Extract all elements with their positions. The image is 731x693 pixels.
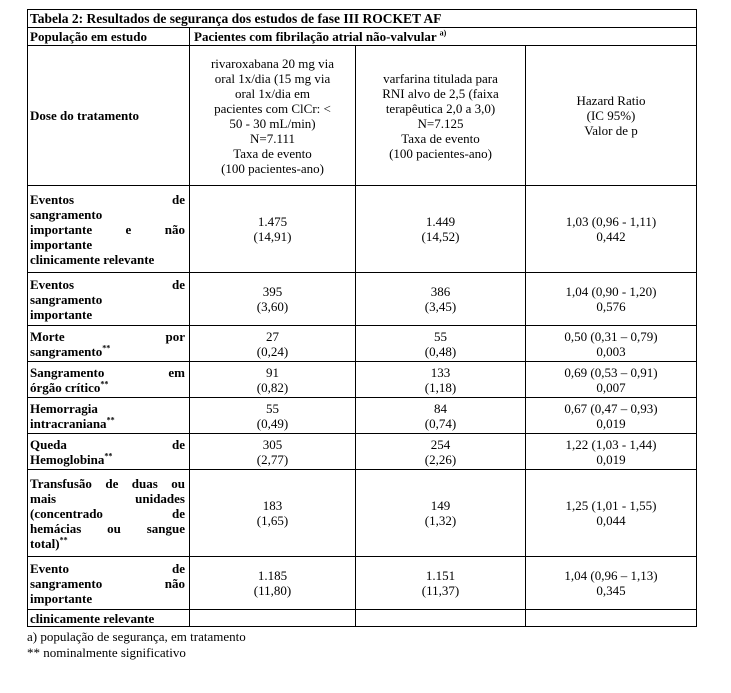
row-label-text: Eventos de bbox=[30, 191, 185, 207]
rivaroxaban-value: (1,65) bbox=[256, 513, 289, 528]
empty-cell bbox=[190, 610, 356, 627]
warfarin-header bbox=[356, 46, 526, 186]
hazard-ratio-value: 0,442 bbox=[596, 229, 626, 244]
hazard-ratio-header bbox=[526, 46, 697, 186]
rivaroxaban-header-line: (100 pacientes-ano) bbox=[221, 160, 324, 176]
row-label-line bbox=[30, 401, 185, 416]
row-label-line bbox=[30, 506, 185, 521]
empty-cell bbox=[356, 610, 526, 627]
hazard-ratio-value-cell bbox=[526, 186, 697, 273]
rivaroxaban-value: 1.475 bbox=[257, 214, 288, 229]
hazard-ratio-value: 0,69 (0,53 – 0,91) bbox=[564, 364, 658, 380]
warfarin-header-line: (100 pacientes-ano) bbox=[389, 145, 492, 161]
table-row bbox=[28, 362, 697, 398]
hazard-ratio-value: 0,345 bbox=[596, 583, 626, 598]
empty-cell bbox=[526, 610, 697, 627]
row-label-line bbox=[30, 476, 185, 491]
rivaroxaban-value: 55 bbox=[266, 400, 279, 416]
row-label-line bbox=[30, 536, 185, 551]
hazard-ratio-value-cell bbox=[526, 398, 697, 434]
row-label bbox=[28, 470, 190, 557]
significance-mark: ** bbox=[100, 379, 109, 389]
hazard-ratio-value: 1,04 (0,96 – 1,13) bbox=[564, 568, 658, 583]
rivaroxaban-value-cell bbox=[190, 470, 356, 557]
dose-label: Dose do tratamento bbox=[28, 46, 190, 186]
warfarin-header-line: varfarina titulada para bbox=[383, 70, 498, 86]
row-label-line bbox=[30, 380, 185, 395]
warfarin-value: 149 bbox=[430, 498, 451, 513]
rivaroxaban-header-line: Taxa de evento bbox=[233, 145, 312, 161]
row-label-line bbox=[30, 576, 185, 591]
rivaroxaban-value: (0,24) bbox=[256, 343, 289, 359]
warfarin-value-cell bbox=[356, 434, 526, 470]
hazard-ratio-value-cell bbox=[526, 557, 697, 610]
dose-row bbox=[28, 46, 697, 186]
row-label-line bbox=[30, 416, 185, 431]
rivaroxaban-header-line: oral 1x/dia (15 mg via bbox=[214, 70, 331, 86]
row-label-line bbox=[30, 292, 185, 307]
row-label-text: hemácias ou sangue bbox=[30, 520, 185, 536]
table-title-row bbox=[28, 10, 697, 28]
row-label bbox=[28, 326, 190, 362]
row-label bbox=[28, 186, 190, 273]
row-label bbox=[28, 557, 190, 610]
hazard-ratio-value: 0,67 (0,47 – 0,93) bbox=[564, 400, 658, 416]
row-label-text: Hemoglobina bbox=[30, 451, 105, 467]
significance-mark: ** bbox=[102, 343, 111, 353]
rivaroxaban-header-line: oral 1x/dia em bbox=[234, 85, 311, 101]
row-label-text: total) bbox=[30, 535, 60, 551]
rivaroxaban-value: (2,77) bbox=[256, 451, 289, 467]
row-label-text: Eventos de bbox=[30, 276, 185, 292]
hazard-ratio-value: 1,25 (1,01 - 1,55) bbox=[565, 498, 657, 513]
row-label-text: mais unidades bbox=[30, 490, 185, 506]
row-label-line bbox=[30, 192, 185, 207]
rivaroxaban-header-line: 50 - 30 mL/min) bbox=[229, 115, 316, 131]
hazard-ratio-value-cell bbox=[526, 362, 697, 398]
warfarin-value: (0,74) bbox=[424, 415, 457, 431]
warfarin-value: (11,37) bbox=[421, 583, 460, 598]
rivaroxaban-value-cell bbox=[190, 398, 356, 434]
rivaroxaban-value-cell bbox=[190, 362, 356, 398]
row-label-text: Sangramento em bbox=[30, 364, 185, 380]
row-label-text: importante e não bbox=[30, 221, 185, 237]
rivaroxaban-value-cell bbox=[190, 273, 356, 326]
row-label bbox=[28, 434, 190, 470]
table-title: Tabela 2: Resultados de segurança dos estudos de fase III ROCKET AF bbox=[28, 10, 697, 28]
row-label-line bbox=[30, 521, 185, 536]
warfarin-value: 84 bbox=[434, 400, 447, 416]
hazard-ratio-value-cell bbox=[526, 470, 697, 557]
row-label-text: importante bbox=[30, 590, 93, 606]
row-label-text: sangramento bbox=[30, 206, 103, 222]
hazard-ratio-value: 0,003 bbox=[596, 343, 626, 359]
rivaroxaban-value: (11,80) bbox=[253, 583, 292, 598]
population-label: População em estudo bbox=[28, 28, 190, 46]
row-label bbox=[28, 362, 190, 398]
hazard-ratio-header-line: Hazard Ratio bbox=[576, 93, 646, 108]
hazard-ratio-value: 0,044 bbox=[596, 513, 626, 528]
hazard-ratio-value: 1,03 (0,96 - 1,11) bbox=[565, 214, 657, 229]
row-label-text: Queda de bbox=[30, 436, 185, 452]
row-label-line bbox=[30, 222, 185, 237]
significance-mark: ** bbox=[59, 535, 68, 545]
significance-mark: ** bbox=[106, 415, 115, 425]
warfarin-value-cell bbox=[356, 398, 526, 434]
rivaroxaban-value: 91 bbox=[266, 364, 279, 380]
row-label-line bbox=[30, 252, 185, 267]
warfarin-value-cell bbox=[356, 470, 526, 557]
row-label-line bbox=[30, 491, 185, 506]
population-footnote-mark: a) bbox=[439, 28, 447, 38]
safety-results-table-container bbox=[27, 9, 696, 661]
warfarin-value: (3,45) bbox=[424, 299, 457, 314]
rivaroxaban-header-line: N=7.111 bbox=[249, 130, 295, 146]
rivaroxaban-header bbox=[190, 46, 356, 186]
row-label-text: importante bbox=[30, 236, 93, 252]
warfarin-value: 55 bbox=[434, 328, 447, 344]
row-label bbox=[28, 273, 190, 326]
hazard-ratio-value: 1,22 (1,03 - 1,44) bbox=[565, 436, 657, 452]
warfarin-value: 133 bbox=[430, 364, 451, 380]
row-label-text: sangramento bbox=[30, 291, 103, 307]
row-label-line bbox=[30, 452, 185, 467]
rivaroxaban-value-cell bbox=[190, 186, 356, 273]
rivaroxaban-value: (3,60) bbox=[256, 299, 289, 314]
table-row bbox=[28, 326, 697, 362]
hazard-ratio-value: 0,007 bbox=[596, 379, 626, 395]
safety-results-table bbox=[27, 9, 697, 627]
warfarin-value: 386 bbox=[430, 284, 451, 299]
row-label-line bbox=[30, 437, 185, 452]
table-row-continuation bbox=[28, 610, 697, 627]
row-label-text: (concentrado de bbox=[30, 505, 185, 521]
table-row bbox=[28, 398, 697, 434]
table-row bbox=[28, 186, 697, 273]
table-row bbox=[28, 470, 697, 557]
warfarin-value-cell bbox=[356, 326, 526, 362]
row-label-line bbox=[30, 365, 185, 380]
warfarin-header-line: RNI alvo de 2,5 (faixa bbox=[382, 85, 499, 101]
hazard-ratio-value: 0,019 bbox=[596, 415, 626, 431]
table-row bbox=[28, 434, 697, 470]
hazard-ratio-value-cell bbox=[526, 434, 697, 470]
rivaroxaban-value: 27 bbox=[266, 328, 279, 344]
row-label-text: sangramento não bbox=[30, 575, 185, 591]
row-label-text: importante bbox=[30, 306, 93, 322]
table-row bbox=[28, 557, 697, 610]
hazard-ratio-value-cell bbox=[526, 273, 697, 326]
row-label-line bbox=[30, 307, 185, 322]
warfarin-header-line: N=7.125 bbox=[417, 115, 464, 131]
row-label-text: Evento de bbox=[30, 560, 185, 576]
warfarin-value-cell bbox=[356, 362, 526, 398]
row-label bbox=[28, 398, 190, 434]
hazard-ratio-value: 0,576 bbox=[596, 299, 626, 314]
row-label-line bbox=[30, 207, 185, 222]
warfarin-value: (2,26) bbox=[424, 451, 457, 467]
row-label-text: intracraniana bbox=[30, 415, 107, 431]
table-row bbox=[28, 273, 697, 326]
rivaroxaban-value: (0,82) bbox=[256, 379, 289, 395]
population-value-cell bbox=[190, 28, 697, 46]
warfarin-header-line: Taxa de evento bbox=[401, 130, 480, 146]
warfarin-value-cell bbox=[356, 186, 526, 273]
warfarin-value: 1.449 bbox=[425, 214, 456, 229]
rivaroxaban-value: 183 bbox=[262, 498, 283, 513]
hazard-ratio-value: 0,019 bbox=[596, 451, 626, 467]
warfarin-value: 254 bbox=[430, 436, 451, 452]
hazard-ratio-value-cell bbox=[526, 326, 697, 362]
footnote-population: a) população de segurança, em tratamento bbox=[27, 629, 246, 644]
row-label-text: órgão crítico bbox=[30, 379, 101, 395]
rivaroxaban-value: 1.185 bbox=[257, 568, 288, 583]
rivaroxaban-value: 305 bbox=[262, 436, 283, 452]
footnotes bbox=[27, 629, 696, 661]
rivaroxaban-header-line: rivaroxabana 20 mg via bbox=[210, 55, 335, 71]
warfarin-header-line: terapêutica 2,0 a 3,0) bbox=[385, 100, 496, 116]
row-label-continuation: clinicamente relevante bbox=[28, 610, 190, 627]
rivaroxaban-value-cell bbox=[190, 434, 356, 470]
warfarin-value: (1,32) bbox=[424, 513, 457, 528]
warfarin-value-cell bbox=[356, 557, 526, 610]
warfarin-value: (1,18) bbox=[424, 379, 457, 395]
rivaroxaban-value: 395 bbox=[262, 284, 283, 299]
significance-mark: ** bbox=[104, 451, 113, 461]
warfarin-value: (14,52) bbox=[421, 229, 460, 244]
rivaroxaban-value-cell bbox=[190, 326, 356, 362]
row-label-text: Transfusão de duas ou bbox=[30, 475, 185, 491]
hazard-ratio-header-line: Valor de p bbox=[584, 123, 638, 138]
warfarin-value: (0,48) bbox=[424, 343, 457, 359]
hazard-ratio-header-line: (IC 95%) bbox=[586, 108, 636, 123]
row-label-text: Hemorragia bbox=[30, 400, 98, 416]
population-value: Pacientes com fibrilação atrial não-valvular bbox=[194, 29, 437, 44]
warfarin-value-cell bbox=[356, 273, 526, 326]
hazard-ratio-value: 1,04 (0,90 - 1,20) bbox=[565, 284, 657, 299]
row-label-line bbox=[30, 237, 185, 252]
row-label-line bbox=[30, 277, 185, 292]
population-row bbox=[28, 28, 697, 46]
row-label-line bbox=[30, 591, 185, 606]
row-label-line bbox=[30, 344, 185, 359]
row-label-text: Morte por bbox=[30, 328, 185, 344]
warfarin-value: 1.151 bbox=[425, 568, 456, 583]
row-label-line bbox=[30, 329, 185, 344]
footnote-significance: ** nominalmente significativo bbox=[27, 645, 186, 660]
rivaroxaban-value: (0,49) bbox=[256, 415, 289, 431]
hazard-ratio-value: 0,50 (0,31 – 0,79) bbox=[564, 328, 658, 344]
row-label-text: sangramento bbox=[30, 343, 103, 359]
row-label-line bbox=[30, 561, 185, 576]
rivaroxaban-value: (14,91) bbox=[253, 229, 292, 244]
rivaroxaban-value-cell bbox=[190, 557, 356, 610]
row-label-text: clinicamente relevante bbox=[30, 251, 155, 267]
rivaroxaban-header-line: pacientes com ClCr: < bbox=[214, 100, 331, 116]
